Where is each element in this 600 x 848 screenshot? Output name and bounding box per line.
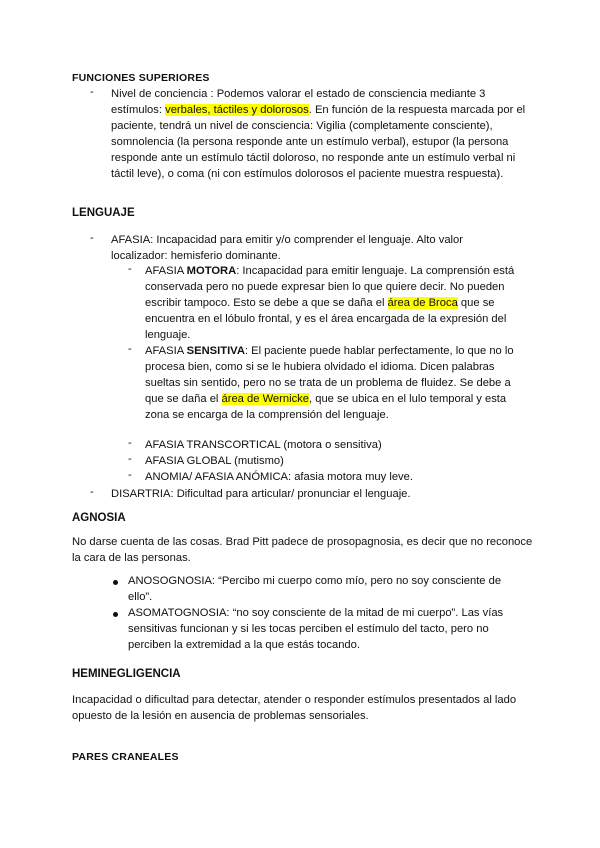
paragraph-agnosia: No darse cuenta de las cosas. Brad Pitt padece de prosopagnosia, es decir que no reconoce la cara de las personas.	[72, 536, 533, 564]
bold-motora: MOTORA	[186, 265, 237, 277]
heading-pares-craneales: PARES CRANEALES	[72, 751, 179, 763]
text-segment: que se encuentra en el lóbulo frontal, y es el área encargada de la expresión del lenguaje.	[145, 297, 507, 341]
list-item-disartria: DISARTRIA: Dificultad para articular/ pronunciar el lenguaje.	[111, 488, 411, 500]
text-segment: AFASIA	[145, 345, 187, 357]
heading-agnosia: AGNOSIA	[72, 512, 126, 524]
list-item-afasia-transcortical: AFASIA TRANSCORTICAL (motora o sensitiva)	[145, 439, 382, 451]
text-segment: : El paciente puede hablar perfectamente, lo que no lo procesa bien, como si se le hubiera olvidado el idioma. Dicen palabras sueltas sin sentido, pero no se trata de un problema de fluidez. Se debe a que se daña el	[145, 345, 514, 405]
heading-heminegligencia: HEMINEGLIGENCIA	[72, 668, 181, 680]
list-item-afasia-global: AFASIA GLOBAL (mutismo)	[145, 455, 284, 467]
dash-bullet: -	[128, 343, 132, 355]
dash-bullet: -	[128, 453, 132, 465]
text-segment: , que se ubica en el lulo temporal y esta zona se encarga de la comprensión del lenguaje.	[145, 393, 507, 421]
list-item-asomatognosia: ASOMATOGNOSIA: “no soy consciente de la mitad de mi cuerpo”. Las vías sensitivas funcionan y si les tocas perciben el estímulo del tacto, pero no perciben la extremidad a la que estás tocando.	[128, 607, 504, 651]
list-item-anosognosia: ANOSOGNOSIA: “Percibo mi cuerpo como mío, pero no soy consciente de ello”.	[128, 575, 502, 603]
highlight-area-broca: área de Broca	[387, 297, 458, 309]
dash-bullet: -	[128, 437, 132, 449]
text-segment: : Incapacidad para emitir lenguaje. La comprensión está conservada pero no puede expresar bien lo que quiere decir. No pueden escribir tampoco. Esto se debe a que se daña el	[145, 265, 515, 309]
list-item-nivel-conciencia	[111, 86, 529, 182]
dash-bullet: -	[90, 86, 94, 98]
text-segment: . En función de la respuesta marcada por el paciente, tendrá un nivel de consciencia: Vigilia (completamente consciente), somnolencia (la persona responde ante un estímulo verbal), estupor (la persona responde ante un estímulo táctil doloroso, no responde ante un estímulo verbal ni táctil leve), o coma (ni con estímulos dolorosos el paciente muestra respuesta).	[111, 104, 526, 180]
list-item-afasia-sensitiva	[145, 343, 525, 423]
heading-lenguaje: LENGUAJE	[72, 207, 135, 219]
list-item-anomia: ANOMIA/ AFASIA ANÓMICA: afasia motora muy leve.	[145, 471, 413, 483]
bullet-dot	[113, 580, 118, 585]
highlight-estimulos: verbales, táctiles y dolorosos	[165, 104, 309, 116]
text-segment: AFASIA	[145, 265, 187, 277]
highlight-area-wernicke: área de Wernicke	[221, 393, 309, 405]
list-item-afasia: AFASIA: Incapacidad para emitir y/o comprender el lenguaje. Alto valor localizador: hemisferio dominante.	[111, 234, 463, 262]
bullet-dot	[113, 612, 118, 617]
dash-bullet: -	[90, 486, 94, 498]
paragraph-heminegligencia: Incapacidad o dificultad para detectar, atender o responder estímulos presentados al lado opuesto de la lesión en ausencia de problemas sensoriales.	[72, 694, 517, 722]
list-item-afasia-motora	[145, 263, 530, 343]
dash-bullet: -	[90, 232, 94, 244]
heading-funciones-superiores: FUNCIONES SUPERIORES	[72, 72, 210, 84]
bold-sensitiva: SENSITIVA	[186, 345, 245, 357]
text-segment: Nivel de conciencia : Podemos valorar el estado de consciencia mediante 3 estímulos:	[111, 88, 486, 116]
dash-bullet: -	[128, 469, 132, 481]
dash-bullet: -	[128, 263, 132, 275]
